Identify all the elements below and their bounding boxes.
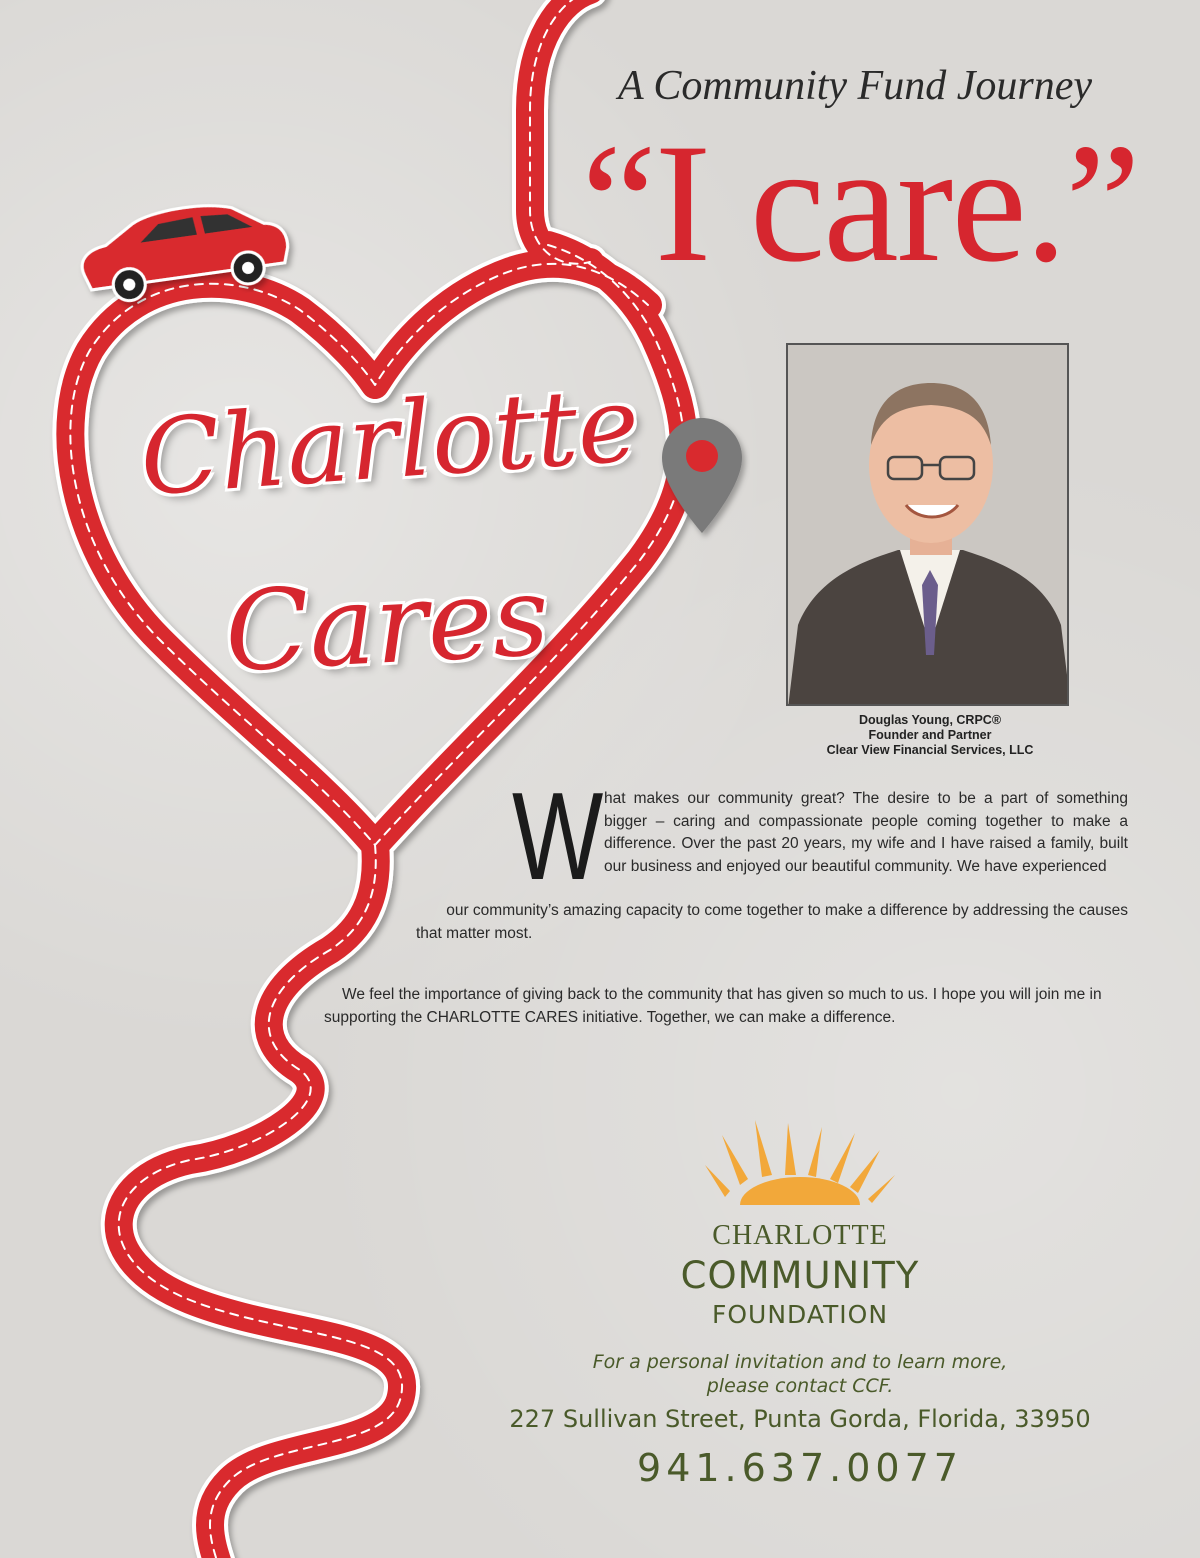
contact-line: please contact CCF. (706, 1375, 894, 1397)
title-line-1: Charlotte (136, 362, 643, 520)
letter-line: supporting the CHARLOTTE CARES initiative. Together, we can make a difference. (324, 1008, 896, 1026)
portrait-image (788, 345, 1069, 706)
drop-cap: W (512, 768, 604, 906)
caption-role: Founder and Partner (868, 728, 992, 742)
title-line-2: Cares (221, 551, 553, 697)
contact-line: For a personal invitation and to learn more, (592, 1351, 1008, 1373)
sun-logo-icon (705, 1120, 895, 1205)
letter-line: our community’s amazing capacity to come together to make a difference by addressing the causes (446, 902, 1128, 919)
photo-caption (760, 713, 1100, 758)
phone-number: 941.637.0077 (637, 1446, 963, 1490)
org-name-line-3: FOUNDATION (711, 1300, 889, 1329)
address: 227 Sullivan Street, Punta Gorda, Florida, 33950 (509, 1405, 1091, 1433)
contact-invitation (520, 1350, 1080, 1398)
org-name-line-1: CHARLOTTE (712, 1220, 888, 1251)
org-name-line-2: COMMUNITY (680, 1254, 920, 1297)
letter-line: We feel the importance of giving back to the community that has given so much to us. I hope you will join me in (342, 986, 1102, 1003)
caption-company: Clear View Financial Services, LLC (826, 743, 1034, 757)
caption-name: Douglas Young, CRPC® (858, 713, 1002, 727)
headline: “I care.” (581, 109, 1139, 297)
letter-line: that matter most. (416, 924, 533, 942)
tagline: A Community Fund Journey (618, 63, 1092, 109)
letter-paragraph-1: hat makes our community great? The desire to be a part of something bigger – caring and compassionate people coming together to make a difference. Over the past 20 years, my wife and I have raised a family, built our business and enjoyed our beautiful community. We have experienced (604, 790, 1128, 875)
letter-paragraph-1-continued (416, 900, 1128, 945)
portrait-photo (786, 343, 1069, 706)
letter-paragraph-2 (324, 984, 1130, 1029)
